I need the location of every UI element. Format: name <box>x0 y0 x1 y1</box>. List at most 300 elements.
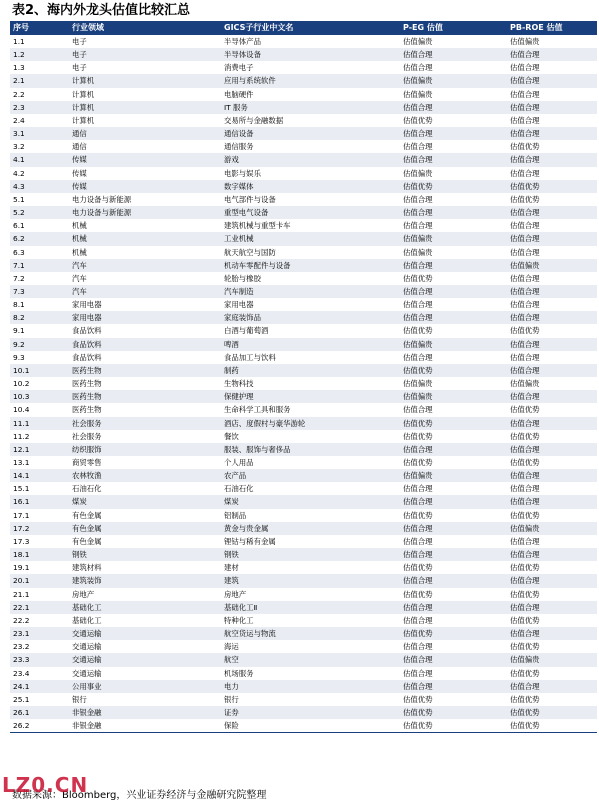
cell-subindustry: 服装、服饰与奢侈品 <box>221 443 400 456</box>
table-row <box>10 127 597 140</box>
cell-pbroe: 估值优势 <box>510 589 540 599</box>
cell-peg: 估值合理 <box>400 206 507 219</box>
cell-sector: 计算机 <box>72 115 95 125</box>
cell-subindustry: 轮胎与橡胶 <box>224 273 261 283</box>
cell-subindustry: 基础化工Ⅱ <box>221 601 400 614</box>
table-row <box>10 443 597 456</box>
cell-subindustry: 钢铁 <box>221 548 400 561</box>
cell-index: 12.1 <box>10 443 69 456</box>
cell-sector: 电力设备与新能源 <box>72 194 132 204</box>
cell-index: 18.1 <box>10 548 69 561</box>
cell-peg: 估值优势 <box>403 458 433 467</box>
cell-sector: 食品饮料 <box>72 326 102 336</box>
cell-pbroe: 估值偏贵 <box>510 37 540 46</box>
cell-subindustry: 石油石化 <box>224 484 254 494</box>
cell-pbroe: 估值偏贵 <box>507 522 597 535</box>
cell-sector: 传媒 <box>72 168 87 178</box>
cell-index: 4.1 <box>10 153 69 166</box>
table-row <box>10 193 597 206</box>
cell-sector: 医药生物 <box>69 364 221 377</box>
cell-subindustry: 银行 <box>224 694 239 704</box>
cell-subindustry: 白酒与葡萄酒 <box>224 326 269 336</box>
header-pbroe-valuation: PB-ROE 估值 <box>507 21 597 35</box>
cell-peg: 估值合理 <box>400 601 507 614</box>
cell-sector: 纺织服饰 <box>69 443 221 456</box>
cell-subindustry: 工业机械 <box>221 232 400 245</box>
cell-sector: 传媒 <box>69 153 221 166</box>
table-row <box>10 364 597 377</box>
cell-pbroe: 估值合理 <box>507 390 597 403</box>
cell-sector: 农林牧渔 <box>69 469 221 482</box>
cell-index: 22.2 <box>13 615 30 625</box>
cell-index: 1.3 <box>13 63 25 73</box>
cell-subindustry: 半导体设备 <box>221 48 400 61</box>
cell-peg: 估值合理 <box>400 522 507 535</box>
cell-subindustry: 海运 <box>224 642 239 652</box>
cell-pbroe: 估值优势 <box>510 668 540 678</box>
cell-pbroe: 估值合理 <box>510 536 540 546</box>
cell-peg: 估值合理 <box>403 194 433 204</box>
cell-subindustry: 制药 <box>221 364 400 377</box>
cell-peg: 估值合理 <box>403 63 433 73</box>
cell-pbroe: 估值优势 <box>510 458 540 467</box>
cell-pbroe: 估值优势 <box>510 615 540 625</box>
cell-sector: 有色金属 <box>72 536 102 546</box>
cell-pbroe: 估值优势 <box>510 563 540 573</box>
table-row <box>10 180 597 193</box>
cell-pbroe: 估值合理 <box>510 247 540 257</box>
cell-subindustry: 机动车零配件与设备 <box>221 259 400 272</box>
table-row <box>10 48 597 61</box>
cell-subindustry: 建筑 <box>221 574 400 587</box>
cell-subindustry: 电力 <box>221 680 400 693</box>
cell-peg: 估值偏贵 <box>400 338 507 351</box>
cell-peg: 估值合理 <box>400 259 507 272</box>
cell-peg: 估值优势 <box>403 510 433 520</box>
cell-subindustry: 建材 <box>224 563 239 573</box>
cell-pbroe: 估值合理 <box>507 469 597 482</box>
cell-peg: 估值合理 <box>403 615 433 625</box>
table-row <box>10 456 597 469</box>
cell-sector: 交通运输 <box>72 642 102 652</box>
cell-peg: 估值合理 <box>403 142 433 152</box>
cell-pbroe: 估值优势 <box>510 510 540 520</box>
cell-subindustry: 消费电子 <box>224 63 254 73</box>
table-row <box>10 351 597 364</box>
cell-subindustry: 数字媒体 <box>221 180 400 193</box>
table-row <box>10 246 597 259</box>
cell-peg: 估值合理 <box>400 101 507 114</box>
cell-pbroe: 估值合理 <box>507 417 597 430</box>
cell-index: 1.1 <box>13 37 25 46</box>
table-row <box>10 640 597 653</box>
cell-pbroe: 估值优势 <box>510 142 540 152</box>
cell-sector: 电子 <box>72 63 87 73</box>
cell-pbroe: 估值偏贵 <box>507 653 597 666</box>
table-row <box>10 693 597 706</box>
cell-pbroe: 估值合理 <box>507 364 597 377</box>
cell-index: 6.1 <box>13 221 25 231</box>
cell-subindustry: 煤炭 <box>221 495 400 508</box>
table-header-row <box>10 21 597 35</box>
cell-sector: 汽车 <box>69 285 221 298</box>
data-source-note: 数据来源：Bloomberg，兴业证券经济与金融研究院整理 <box>12 790 267 801</box>
table-title: 表2、海内外龙头估值比较汇总 <box>12 3 191 18</box>
header-index: 序号 <box>10 21 69 35</box>
cell-sector: 煤炭 <box>69 495 221 508</box>
watermark-logo: LZ0.CN <box>2 773 89 797</box>
cell-index: 22.1 <box>10 601 69 614</box>
cell-peg: 估值偏贵 <box>400 469 507 482</box>
cell-peg: 估值合理 <box>400 153 507 166</box>
cell-sector: 计算机 <box>69 101 221 114</box>
table-row <box>10 259 597 272</box>
cell-sector: 家用电器 <box>72 300 102 310</box>
cell-sector: 非银金融 <box>69 719 221 733</box>
cell-pbroe: 估值优势 <box>507 180 597 193</box>
cell-index: 15.1 <box>13 484 30 494</box>
cell-sector: 建筑装饰 <box>69 574 221 587</box>
cell-index: 26.2 <box>10 719 69 733</box>
table-row <box>10 88 597 101</box>
cell-subindustry: 应用与系统软件 <box>221 74 400 87</box>
cell-pbroe: 估值优势 <box>507 719 597 733</box>
cell-pbroe: 估值合理 <box>510 484 540 494</box>
cell-sector: 建筑材料 <box>72 563 102 573</box>
cell-index: 14.1 <box>10 469 69 482</box>
cell-peg: 估值合理 <box>400 548 507 561</box>
cell-peg: 估值合理 <box>403 221 433 231</box>
table-row <box>10 153 597 166</box>
cell-sector: 基础化工 <box>72 615 102 625</box>
cell-pbroe: 估值合理 <box>507 443 597 456</box>
cell-sector: 电子 <box>72 37 87 46</box>
cell-index: 10.4 <box>13 405 30 415</box>
cell-pbroe: 估值合理 <box>510 115 540 125</box>
cell-peg: 估值优势 <box>400 627 507 640</box>
cell-sector: 机械 <box>69 232 221 245</box>
table-row <box>10 324 597 337</box>
cell-sector: 计算机 <box>72 89 95 99</box>
cell-peg: 估值优势 <box>403 589 433 599</box>
cell-sector: 商贸零售 <box>72 458 102 467</box>
cell-peg: 估值合理 <box>400 443 507 456</box>
cell-peg: 估值合理 <box>400 680 507 693</box>
cell-pbroe: 估值合理 <box>510 89 540 99</box>
cell-peg: 估值合理 <box>403 405 433 415</box>
cell-index: 21.1 <box>13 589 30 599</box>
cell-pbroe: 估值合理 <box>510 300 540 310</box>
cell-peg: 估值偏贵 <box>400 232 507 245</box>
cell-sector: 社会服务 <box>69 417 221 430</box>
cell-subindustry: 保险 <box>221 719 400 733</box>
cell-sector: 通信 <box>69 127 221 140</box>
cell-index: 7.2 <box>13 273 25 283</box>
cell-pbroe: 估值优势 <box>510 694 540 704</box>
cell-sector: 汽车 <box>72 273 87 283</box>
table-row <box>10 680 597 693</box>
cell-subindustry: 锂钴与稀有金属 <box>224 536 276 546</box>
cell-sector: 有色金属 <box>72 510 102 520</box>
cell-peg: 估值优势 <box>403 431 433 441</box>
cell-peg: 估值合理 <box>400 285 507 298</box>
cell-sector: 有色金属 <box>69 522 221 535</box>
cell-index: 24.1 <box>10 680 69 693</box>
cell-sector: 社会服务 <box>72 431 102 441</box>
table-row <box>10 232 597 245</box>
cell-peg: 估值偏贵 <box>403 247 433 257</box>
cell-index: 7.3 <box>10 285 69 298</box>
cell-sector: 非银金融 <box>69 706 221 719</box>
cell-subindustry: 房地产 <box>224 589 247 599</box>
table-row <box>10 614 597 627</box>
table-row <box>10 495 597 508</box>
header-peg-valuation: P-EG 估值 <box>400 21 507 35</box>
cell-subindustry: 保健护理 <box>221 390 400 403</box>
cell-subindustry: IT 服务 <box>221 101 400 114</box>
cell-sector: 医药生物 <box>72 379 102 389</box>
cell-subindustry: 黄金与贵金属 <box>221 522 400 535</box>
cell-pbroe: 估值合理 <box>510 273 540 283</box>
table-row <box>10 35 597 48</box>
cell-pbroe: 估值合理 <box>510 221 540 231</box>
table-body <box>10 35 597 733</box>
cell-peg: 估值合理 <box>403 484 433 494</box>
cell-index: 10.1 <box>10 364 69 377</box>
header-sector: 行业领域 <box>69 21 221 35</box>
cell-peg: 估值优势 <box>400 719 507 733</box>
cell-sector: 交通运输 <box>72 668 102 678</box>
cell-pbroe: 估值合理 <box>507 206 597 219</box>
cell-pbroe: 估值合理 <box>507 311 597 324</box>
cell-subindustry: 农产品 <box>221 469 400 482</box>
table-row <box>10 417 597 430</box>
cell-subindustry: 食品加工与饮料 <box>224 352 276 362</box>
cell-index: 11.2 <box>13 431 30 441</box>
cell-subindustry: 家庭装饰品 <box>221 311 400 324</box>
cell-subindustry: 航空货运与物流 <box>221 627 400 640</box>
cell-pbroe: 估值合理 <box>507 48 597 61</box>
cell-peg: 估值偏贵 <box>403 89 433 99</box>
cell-pbroe: 估值优势 <box>507 706 597 719</box>
cell-pbroe: 估值优势 <box>510 405 540 415</box>
table-row <box>10 430 597 443</box>
cell-peg: 估值合理 <box>403 300 433 310</box>
cell-peg: 估值偏贵 <box>403 37 433 46</box>
cell-sector: 公用事业 <box>69 680 221 693</box>
table-row <box>10 390 597 403</box>
cell-pbroe: 估值合理 <box>507 153 597 166</box>
table-row <box>10 548 597 561</box>
cell-subindustry: 游戏 <box>221 153 400 166</box>
cell-sector: 汽车 <box>69 259 221 272</box>
cell-sector: 银行 <box>72 694 87 704</box>
cell-pbroe: 估值合理 <box>507 627 597 640</box>
table-row <box>10 377 597 390</box>
table-row <box>10 219 597 232</box>
cell-subindustry: 生物科技 <box>224 379 254 389</box>
cell-pbroe: 估值优势 <box>510 642 540 652</box>
cell-subindustry: 电脑硬件 <box>224 89 254 99</box>
cell-index: 6.2 <box>10 232 69 245</box>
cell-sector: 交通运输 <box>69 627 221 640</box>
cell-peg: 估值合理 <box>403 642 433 652</box>
cell-peg: 估值合理 <box>403 352 433 362</box>
cell-sector: 食品饮料 <box>72 352 102 362</box>
cell-subindustry: 航天航空与国防 <box>224 247 276 257</box>
cell-peg: 估值合理 <box>403 668 433 678</box>
cell-index: 3.1 <box>10 127 69 140</box>
table-row <box>10 653 597 666</box>
table-row <box>10 627 597 640</box>
cell-peg: 估值偏贵 <box>403 168 433 178</box>
cell-peg: 估值合理 <box>400 127 507 140</box>
cell-sector: 通信 <box>72 142 87 152</box>
cell-subindustry: 重型电气设备 <box>221 206 400 219</box>
table-row <box>10 482 597 495</box>
cell-pbroe: 估值合理 <box>507 548 597 561</box>
table-row <box>10 114 597 127</box>
cell-sector: 计算机 <box>69 74 221 87</box>
table-row <box>10 272 597 285</box>
cell-pbroe: 估值合理 <box>507 285 597 298</box>
cell-subindustry: 电气部件与设备 <box>224 194 276 204</box>
cell-index: 13.1 <box>13 458 30 467</box>
table-row <box>10 298 597 311</box>
cell-index: 23.2 <box>13 642 30 652</box>
cell-pbroe: 估值合理 <box>510 352 540 362</box>
cell-subindustry: 铝制品 <box>224 510 247 520</box>
cell-subindustry: 家用电器 <box>224 300 254 310</box>
cell-peg: 估值优势 <box>400 180 507 193</box>
cell-subindustry: 通信设备 <box>221 127 400 140</box>
table-row <box>10 601 597 614</box>
cell-index: 7.1 <box>10 259 69 272</box>
cell-index: 8.1 <box>13 300 25 310</box>
cell-pbroe: 估值合理 <box>507 101 597 114</box>
cell-index: 3.2 <box>13 142 25 152</box>
cell-index: 2.4 <box>13 115 25 125</box>
cell-pbroe: 估值偏贵 <box>507 259 597 272</box>
cell-index: 17.2 <box>10 522 69 535</box>
cell-peg: 估值偏贵 <box>400 74 507 87</box>
cell-index: 20.1 <box>10 574 69 587</box>
cell-pbroe: 估值合理 <box>507 127 597 140</box>
cell-subindustry: 交易所与金融数据 <box>224 115 284 125</box>
cell-sector: 钢铁 <box>69 548 221 561</box>
cell-index: 9.1 <box>13 326 25 336</box>
cell-sector: 家用电器 <box>69 311 221 324</box>
cell-pbroe: 估值合理 <box>507 74 597 87</box>
table-row <box>10 667 597 680</box>
cell-pbroe: 估值合理 <box>510 63 540 73</box>
table-row <box>10 338 597 351</box>
cell-index: 4.2 <box>13 168 25 178</box>
table-row <box>10 469 597 482</box>
cell-pbroe: 估值合理 <box>507 232 597 245</box>
cell-index: 17.1 <box>13 510 30 520</box>
cell-index: 1.2 <box>10 48 69 61</box>
cell-subindustry: 航空 <box>221 653 400 666</box>
cell-peg: 估值偏贵 <box>400 390 507 403</box>
cell-peg: 估值优势 <box>403 273 433 283</box>
cell-index: 5.1 <box>13 194 25 204</box>
cell-pbroe: 估值合理 <box>507 601 597 614</box>
cell-index: 8.2 <box>10 311 69 324</box>
table-row <box>10 61 597 74</box>
cell-pbroe: 估值合理 <box>507 680 597 693</box>
table-row <box>10 574 597 587</box>
cell-pbroe: 估值优势 <box>510 326 540 336</box>
cell-subindustry: 机场服务 <box>224 668 254 678</box>
cell-index: 2.3 <box>10 101 69 114</box>
table-row <box>10 588 597 601</box>
cell-subindustry: 酒店、度假村与豪华游轮 <box>221 417 400 430</box>
cell-index: 19.1 <box>13 563 30 573</box>
cell-sector: 传媒 <box>69 180 221 193</box>
cell-peg: 估值优势 <box>400 364 507 377</box>
table-row <box>10 719 597 733</box>
cell-pbroe: 估值偏贵 <box>510 379 540 389</box>
table-row <box>10 206 597 219</box>
table-row <box>10 285 597 298</box>
cell-index: 6.3 <box>13 247 25 257</box>
cell-pbroe: 估值合理 <box>507 495 597 508</box>
table-row <box>10 561 597 574</box>
cell-sector: 交通运输 <box>69 653 221 666</box>
cell-index: 9.2 <box>10 338 69 351</box>
cell-sector: 医药生物 <box>69 390 221 403</box>
cell-subindustry: 汽车制造 <box>221 285 400 298</box>
cell-pbroe: 估值合理 <box>507 574 597 587</box>
cell-peg: 估值优势 <box>403 326 433 336</box>
cell-pbroe: 估值优势 <box>510 194 540 204</box>
table-row <box>10 403 597 416</box>
cell-pbroe: 估值合理 <box>510 168 540 178</box>
cell-index: 2.1 <box>10 74 69 87</box>
table-row <box>10 167 597 180</box>
cell-sector: 食品饮料 <box>69 338 221 351</box>
cell-peg: 估值优势 <box>403 115 433 125</box>
cell-peg: 估值优势 <box>400 417 507 430</box>
cell-peg: 估值合理 <box>400 574 507 587</box>
cell-index: 26.1 <box>10 706 69 719</box>
cell-sector: 房地产 <box>72 589 95 599</box>
cell-peg: 估值优势 <box>403 563 433 573</box>
cell-pbroe: 估值优势 <box>510 431 540 441</box>
table-row <box>10 535 597 548</box>
cell-pbroe: 估值合理 <box>507 338 597 351</box>
cell-sector: 基础化工 <box>69 601 221 614</box>
cell-peg: 估值偏贵 <box>403 379 433 389</box>
cell-subindustry: 半导体产品 <box>224 37 261 46</box>
cell-index: 16.1 <box>10 495 69 508</box>
cell-sector: 医药生物 <box>72 405 102 415</box>
cell-sector: 电子 <box>69 48 221 61</box>
cell-index: 2.2 <box>13 89 25 99</box>
cell-subindustry: 建筑机械与重型卡车 <box>224 221 291 231</box>
cell-subindustry: 餐饮 <box>224 431 239 441</box>
cell-index: 23.3 <box>10 653 69 666</box>
table-row <box>10 74 597 87</box>
cell-peg: 估值优势 <box>403 694 433 704</box>
cell-index: 5.2 <box>10 206 69 219</box>
table-row <box>10 101 597 114</box>
header-gics-subindustry: GICS子行业中文名 <box>221 21 400 35</box>
cell-sector: 电力设备与新能源 <box>69 206 221 219</box>
cell-peg: 估值合理 <box>400 311 507 324</box>
cell-subindustry: 特种化工 <box>224 615 254 625</box>
